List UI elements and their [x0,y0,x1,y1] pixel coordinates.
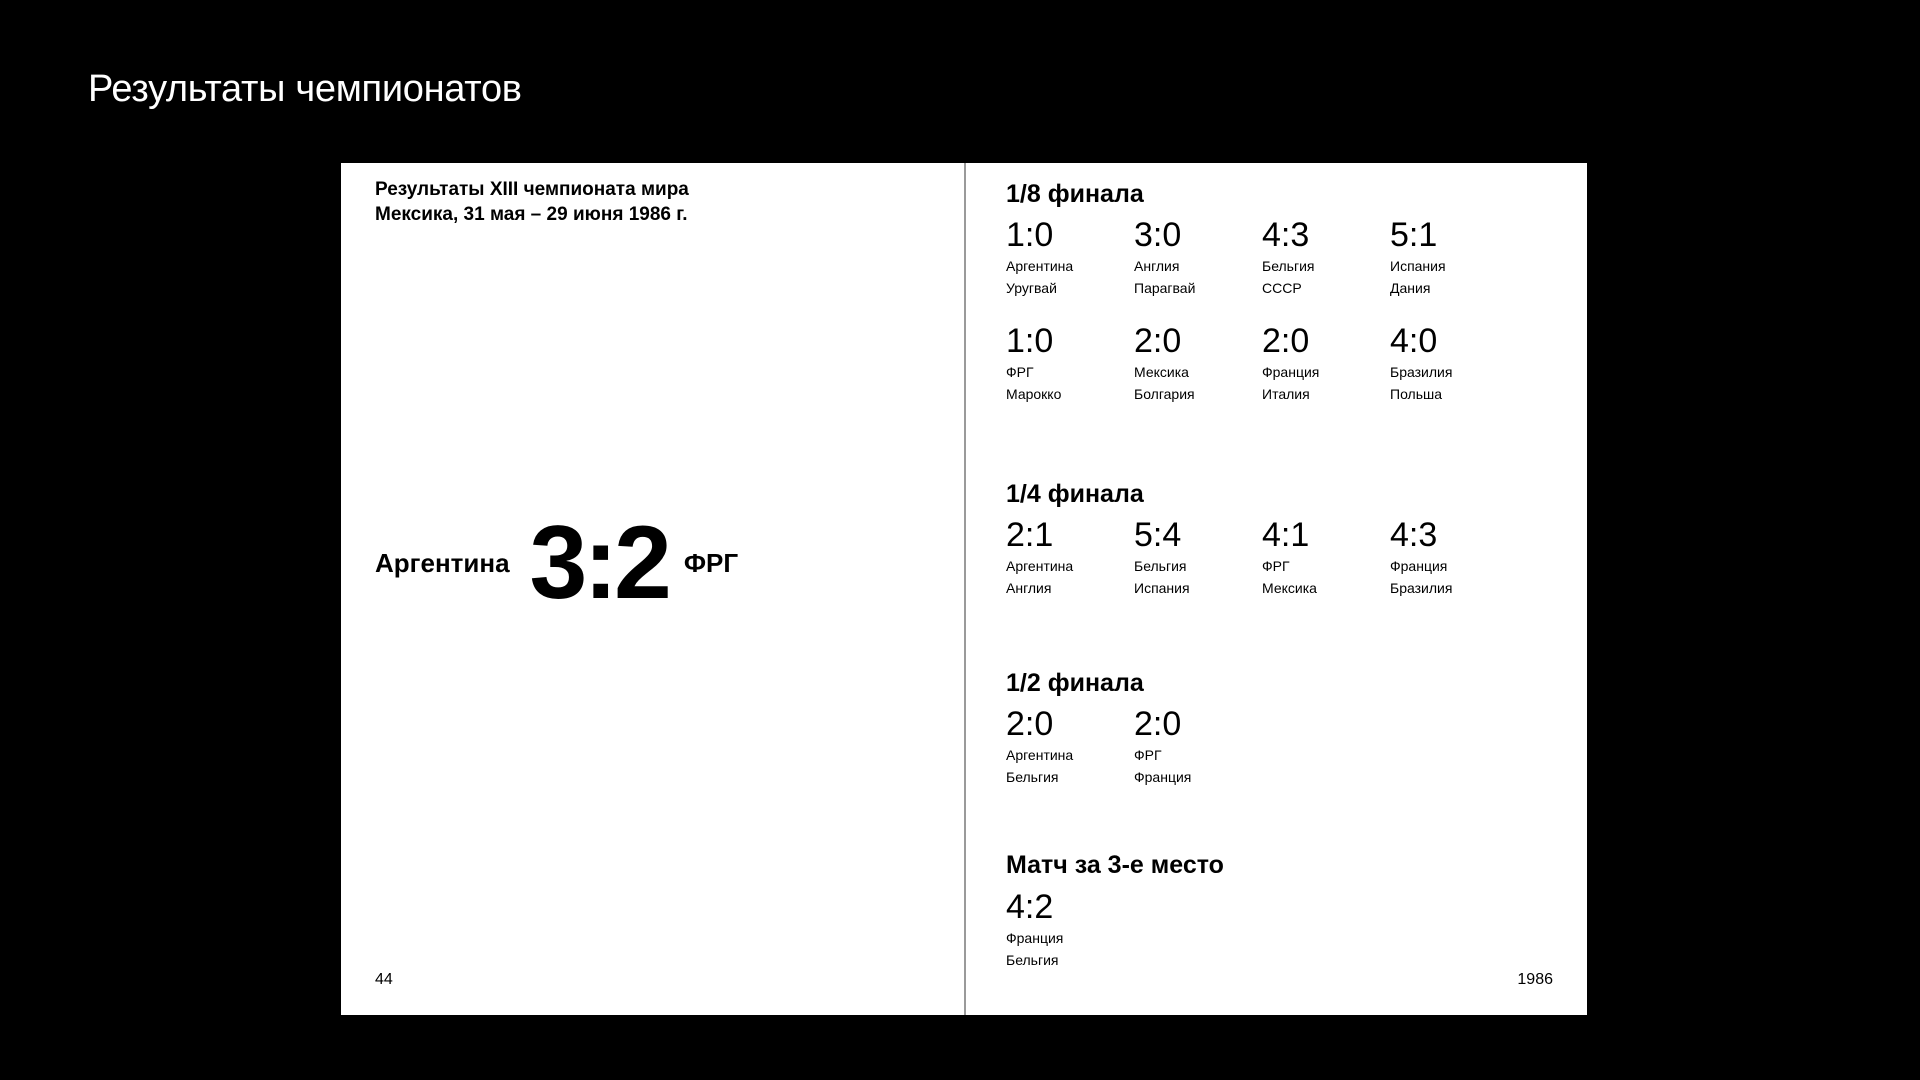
match-score: 5:4 [1134,516,1182,554]
match-team-2: Бельгия [1006,769,1059,785]
match-team-1: ФРГ [1262,558,1290,574]
match-card [1390,321,1518,405]
match-team-2: Болгария [1134,386,1195,402]
match-team-2: Бельгия [1006,952,1059,968]
match-team-1: Бразилия [1390,364,1453,380]
match-score: 1:0 [1006,216,1054,254]
match-team-2: Мексика [1262,580,1317,596]
match-team-2: Парагвай [1134,280,1196,296]
match-score: 1:0 [1006,322,1054,360]
match-team-1: Англия [1134,258,1180,274]
match-card [1390,515,1518,599]
heading-line-1: Результаты XIII чемпионата мира [375,179,689,200]
match-score: 5:1 [1390,216,1438,254]
match-card [1134,321,1262,405]
match-team-1: ФРГ [1134,747,1162,763]
match-team-1: Бельгия [1262,258,1315,274]
match-score: 2:0 [1134,705,1182,743]
match-score: 4:0 [1390,322,1438,360]
round-of-16-row-1 [1006,215,1518,299]
heading-line-2: Мексика, 31 мая – 29 июня 1986 г. [375,204,688,225]
match-team-2: Франция [1134,769,1192,785]
match-team-2: Уругвай [1006,280,1057,296]
right-page [966,163,1587,1015]
match-team-1: Франция [1006,930,1064,946]
match-team-1: Аргентина [1006,558,1074,574]
match-team-2: Марокко [1006,386,1062,402]
round-of-16-row-2 [1006,321,1518,405]
match-team-2: СССР [1262,280,1302,296]
match-team-1: Аргентина [1006,747,1074,763]
match-card [1134,215,1262,299]
book-spread [341,163,1587,1015]
slide-title: Результаты чемпионатов [88,68,522,110]
page-number: 44 [375,971,393,988]
match-score: 2:0 [1134,322,1182,360]
match-score: 2:1 [1006,516,1054,554]
match-card [1006,215,1134,299]
match-card [1006,321,1134,405]
match-score: 3:0 [1134,216,1182,254]
match-team-2: Испания [1134,580,1190,596]
match-team-2: Италия [1262,386,1310,402]
match-team-2: Польша [1390,386,1443,402]
match-card [1006,887,1134,971]
match-card [1134,515,1262,599]
final-result [375,505,739,621]
match-score: 4:1 [1262,516,1310,554]
match-score: 4:2 [1006,888,1054,926]
match-card [1390,215,1518,299]
third-place-row [1006,887,1134,971]
third-place-title: Матч за 3-е место [1006,851,1224,879]
left-page-heading [375,177,689,227]
semifinal-row [1006,704,1262,788]
match-team-1: Испания [1390,258,1446,274]
match-team-2: Бразилия [1390,580,1453,596]
match-card [1006,515,1134,599]
match-team-1: Аргентина [1006,258,1074,274]
match-card [1006,704,1134,788]
match-card [1262,215,1390,299]
year-label: 1986 [1517,971,1553,988]
final-team-1: Аргентина [375,547,510,578]
match-score: 4:3 [1390,516,1438,554]
match-score: 4:3 [1262,216,1310,254]
quarterfinal-title: 1/4 финала [1006,480,1144,508]
match-card [1262,515,1390,599]
quarterfinal-row [1006,515,1518,599]
match-team-1: Франция [1262,364,1320,380]
match-team-1: Бельгия [1134,558,1187,574]
match-score: 2:0 [1006,705,1054,743]
final-score: 3:2 [529,505,668,621]
match-team-1: Мексика [1134,364,1189,380]
match-score: 2:0 [1262,322,1310,360]
match-card [1262,321,1390,405]
match-card [1134,704,1262,788]
match-team-2: Дания [1390,280,1431,296]
final-team-2: ФРГ [683,547,739,578]
left-page [341,163,964,1015]
semifinal-title: 1/2 финала [1006,669,1144,697]
match-team-1: Франция [1390,558,1448,574]
match-team-1: ФРГ [1006,364,1034,380]
round-of-16-title: 1/8 финала [1006,180,1144,208]
match-team-2: Англия [1006,580,1052,596]
